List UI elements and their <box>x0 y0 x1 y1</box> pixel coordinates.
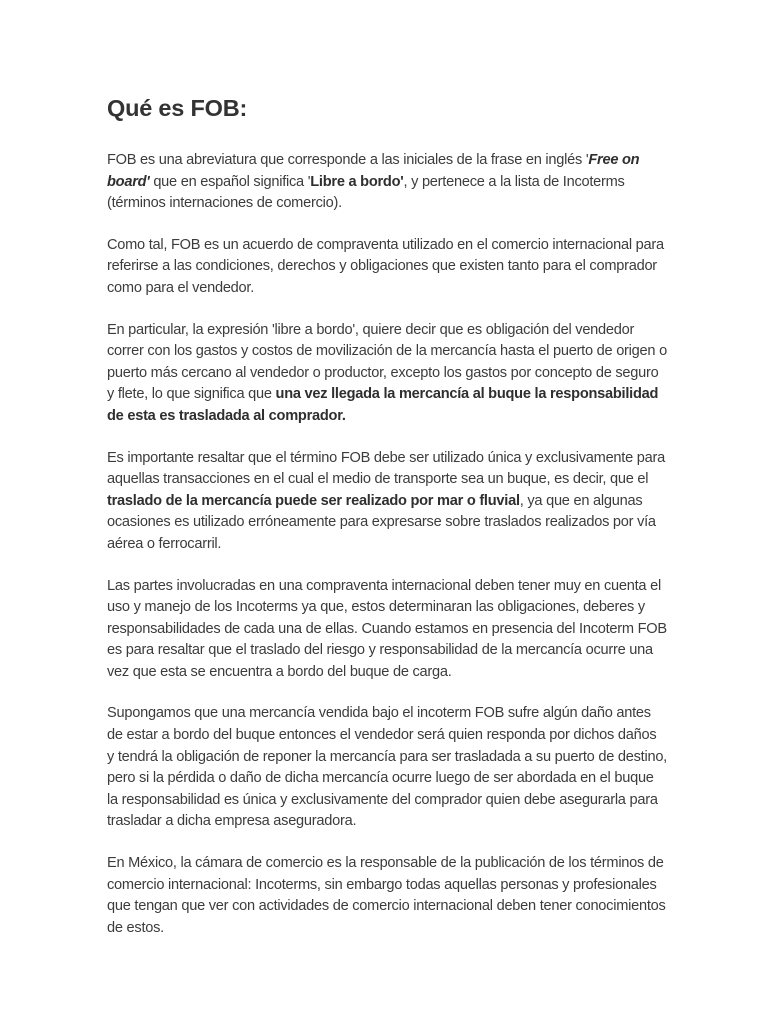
paragraph-particular <box>107 320 667 428</box>
paragraph-agreement: Como tal, FOB es un acuerdo de compraventa utilizado en el comercio internacional para referirse a las condiciones, derechos y obligaciones que existen tanto para el comprador como para el vendedor. <box>107 236 664 296</box>
article-body <box>107 92 667 959</box>
p3-bold: una vez llegada la mercancía al buque la responsabilidad de esta es trasladada al comprador. <box>107 386 659 424</box>
p1-text-e: , y pertenece a la lista de Incoterms (términos internaciones de comercio). <box>107 173 625 212</box>
p1-english-term: Free on board' <box>107 152 640 190</box>
p1-text-c: que en español significa ' <box>149 173 311 190</box>
p1-text-a: FOB es una abreviatura que corresponde a las iniciales de la frase en inglés ' <box>107 152 589 168</box>
p4-text-a: Es importante resaltar que el término FOB debe ser utilizado única y exclusivamente para aquellas transacciones en el cual el medio de transporte sea un buque, es decir, que el <box>107 449 665 488</box>
p4-bold: traslado de la mercancía puede ser realizado por mar o fluvial <box>107 492 520 509</box>
article-title: Qué es FOB: <box>107 95 248 121</box>
paragraph-mexico: En México, la cámara de comercio es la responsable de la publicación de los términos de comercio internacional: Incoterms, sin embargo todas aquellas personas y profesionales que tengan que ver con actividades de comercio internacional deben tener conocimientos de estos. <box>107 855 666 936</box>
paragraph-definition <box>107 150 667 215</box>
p4-text-c: , ya que en algunas ocasiones es utilizado erróneamente para expresarse sobre traslados realizados por vía aérea o ferrocarril. <box>107 492 656 552</box>
paragraph-parties: Las partes involucradas en una compraventa internacional deben tener muy en cuenta el uso y manejo de los Incoterms ya que, estos determinaran las obligaciones, deberes y responsabilidades de cada una de ellas. Cuando estamos en presencia del Incoterm FOB es para resaltar que el traslado del riesgo y responsabilidad de la mercancía ocurre una vez que esta se encuentra a bordo del buque de carga. <box>107 577 667 680</box>
paragraph-important <box>107 448 667 556</box>
paragraph-example: Supongamos que una mercancía vendida bajo el incoterm FOB sufre algún daño antes de estar a bordo del buque entonces el vendedor será quien responda por dichos daños y tendrá la obligación de reponer la mercancía para ser trasladada a su puerto de destino, pero si la pérdida o daño de dicha mercancía ocurre luego de ser abordada en el buque la responsabilidad es única y exclusivamente del comprador quien debe asegurarla para trasladar a dicha empresa aseguradora. <box>107 705 667 830</box>
p1-spanish-term: Libre a bordo' <box>310 173 404 190</box>
p3-text-a: En particular, la expresión 'libre a bordo', quiere decir que es obligación del vendedor correr con los gastos y costos de movilización de la mercancía hasta el puerto de origen o puerto más cercano al vendedor o productor, excepto los gastos por concepto de seguro y flete, lo que significa que <box>107 321 667 403</box>
